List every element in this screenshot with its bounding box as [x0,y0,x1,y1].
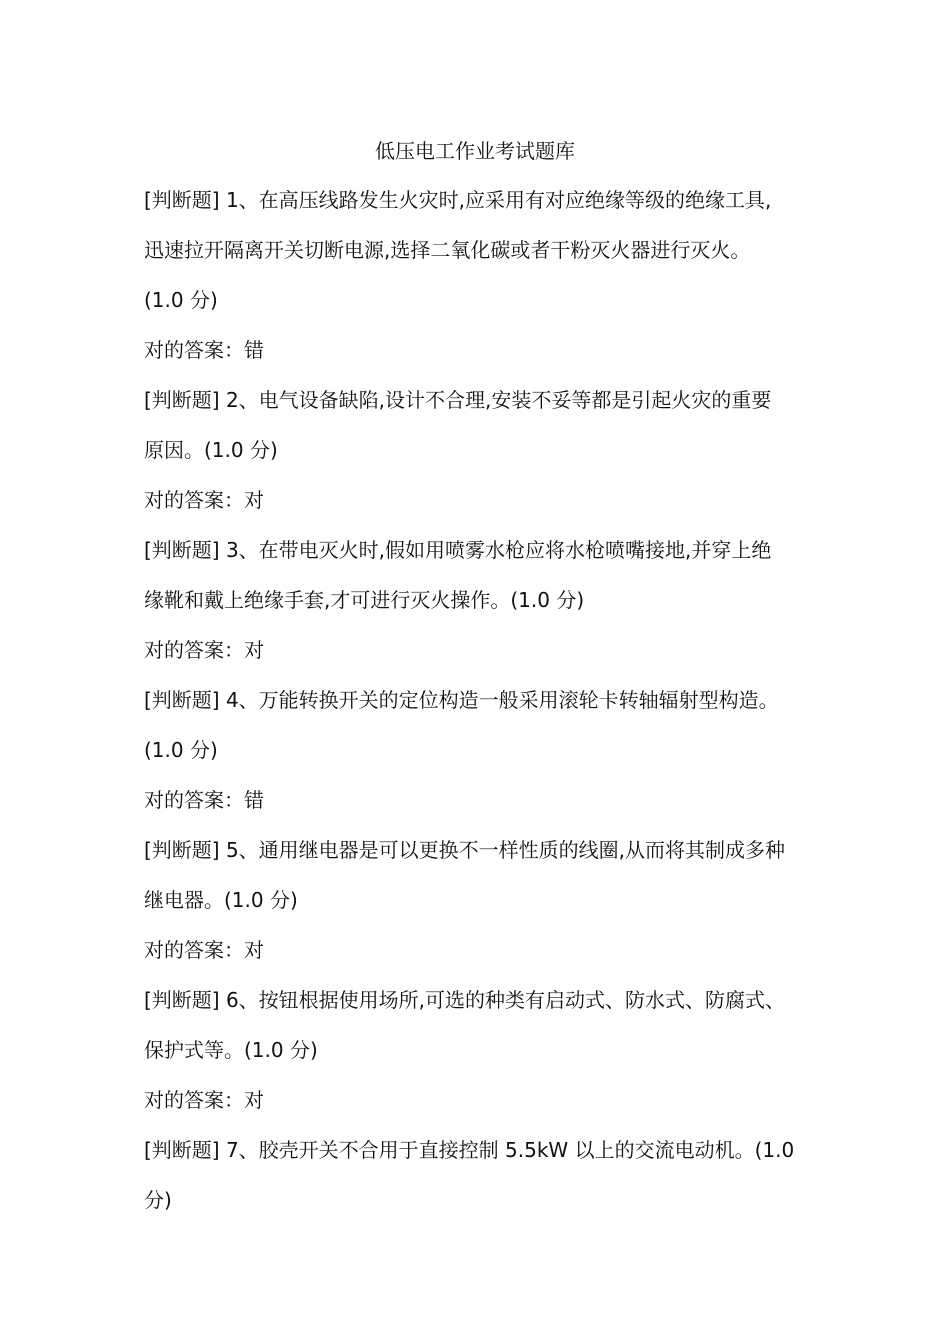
text-line: 保护式等。(1.0 分) [144,1038,318,1062]
answer-line: 对的答案：对 [144,638,264,662]
text-line: [判断题] 2、电气设备缺陷,设计不合理,安装不妥等都是引起火灾的重要 [144,388,772,412]
text-line: [判断题] 7、胶壳开关不合用于直接控制 5.5kW 以上的交流电动机。(1.0 [144,1138,795,1162]
text-line: [判断题] 3、在带电灭火时,假如用喷雾水枪应将水枪喷嘴接地,并穿上绝 [144,538,772,562]
text-line: [判断题] 4、万能转换开关的定位构造一般采用滚轮卡转轴辐射型构造。 [144,688,779,712]
text-line: [判断题] 5、通用继电器是可以更换不一样性质的线圈,从而将其制成多种 [144,838,786,862]
text-line: [判断题] 6、按钮根据使用场所,可选的种类有启动式、防水式、防腐式、 [144,988,786,1012]
text-line: 缘靴和戴上绝缘手套,才可进行灭火操作。(1.0 分) [144,588,585,612]
text-line: (1.0 分) [144,738,218,762]
answer-line: 对的答案：错 [144,338,264,362]
text-line: 继电器。(1.0 分) [144,888,298,912]
text-line: 分) [144,1188,172,1212]
text-line: (1.0 分) [144,288,218,312]
page-title: 低压电工作业考试题库 [375,139,575,163]
answer-line: 对的答案：对 [144,1088,264,1112]
question-list [144,185,814,1235]
text-line: 原因。(1.0 分) [144,438,278,462]
text-line: 迅速拉开隔离开关切断电源,选择二氧化碳或者干粉灭火器进行灭火。 [144,238,751,262]
answer-line: 对的答案：对 [144,938,264,962]
text-line: [判断题] 1、在高压线路发生火灾时,应采用有对应绝缘等级的绝缘工具, [144,188,772,212]
answer-line: 对的答案：错 [144,788,264,812]
answer-line: 对的答案：对 [144,488,264,512]
